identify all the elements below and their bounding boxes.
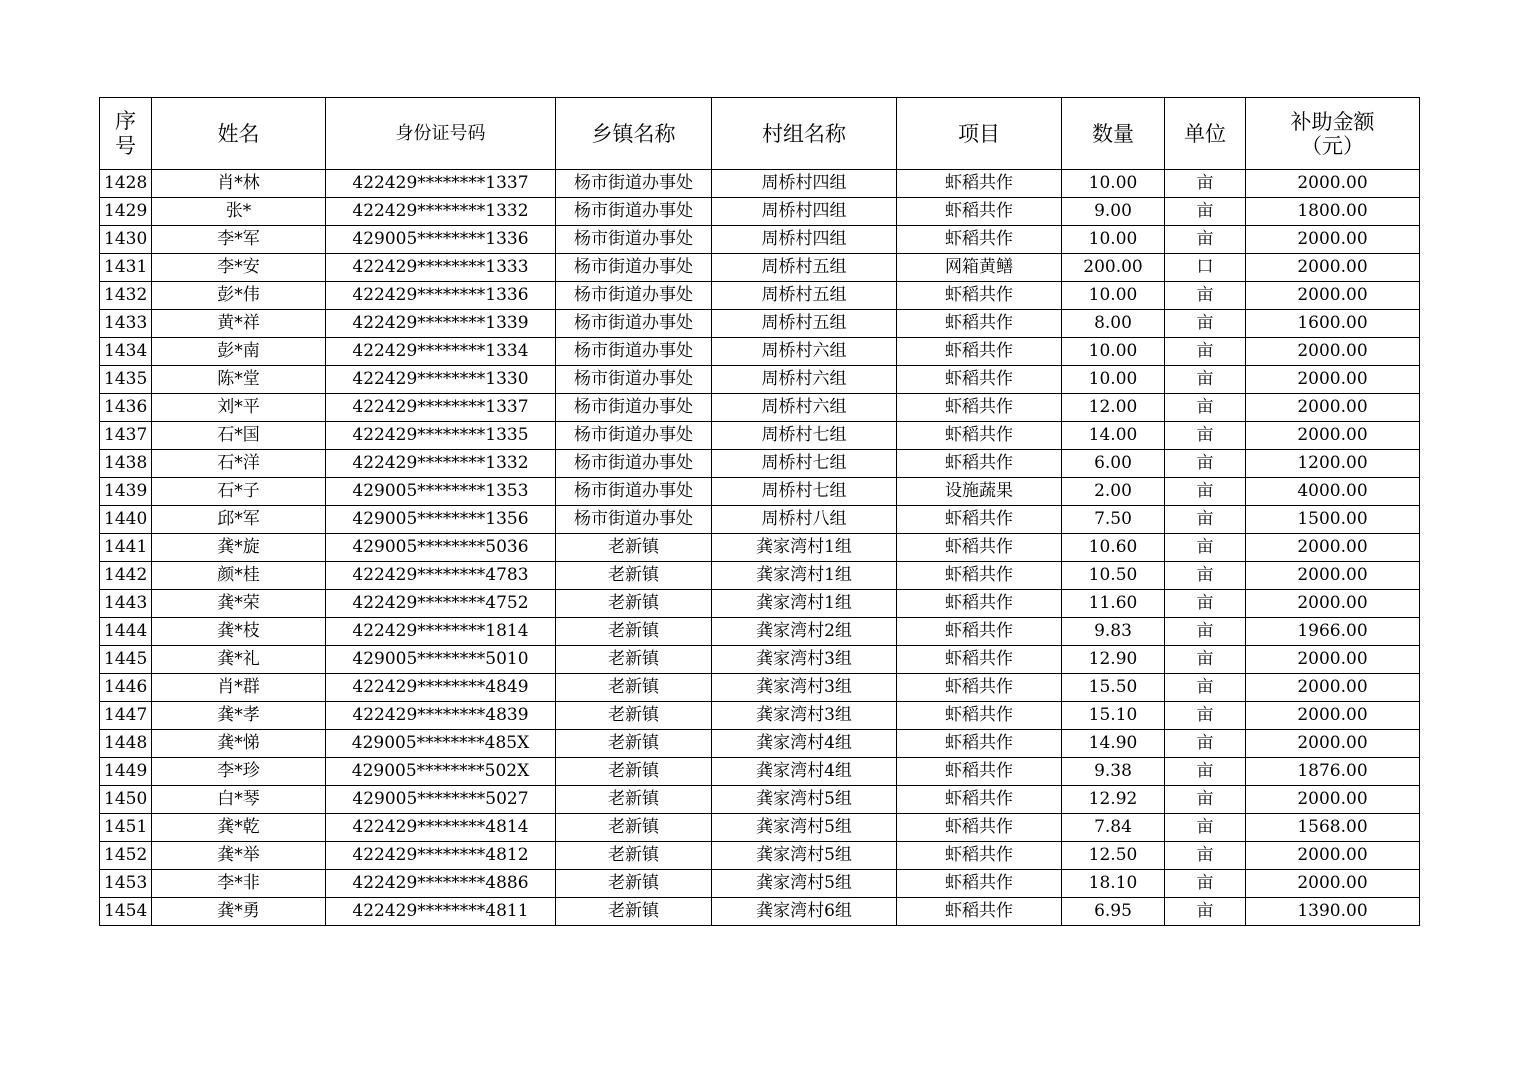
cell-quantity: 11.60 <box>1062 590 1165 618</box>
header-seq-line1: 序 <box>115 108 136 133</box>
cell-seq: 1433 <box>100 310 152 338</box>
cell-seq: 1450 <box>100 786 152 814</box>
cell-quantity: 9.00 <box>1062 198 1165 226</box>
cell-quantity: 9.38 <box>1062 758 1165 786</box>
cell-project: 虾稻共作 <box>897 310 1062 338</box>
cell-name: 石*国 <box>152 422 326 450</box>
cell-seq: 1451 <box>100 814 152 842</box>
cell-id-number: 422429********1332 <box>326 450 556 478</box>
cell-seq: 1432 <box>100 282 152 310</box>
cell-id-number: 422429********1336 <box>326 282 556 310</box>
header-name: 姓名 <box>152 98 326 170</box>
cell-village: 龚家湾村2组 <box>712 618 897 646</box>
cell-id-number: 429005********5036 <box>326 534 556 562</box>
cell-id-number: 422429********4812 <box>326 842 556 870</box>
header-amount-line1: 补助金额 <box>1290 109 1375 134</box>
cell-id-number: 422429********1814 <box>326 618 556 646</box>
cell-name: 龚*悌 <box>152 730 326 758</box>
cell-township: 杨市街道办事处 <box>556 366 712 394</box>
cell-unit: 亩 <box>1165 366 1246 394</box>
header-unit: 单位 <box>1165 98 1246 170</box>
cell-seq: 1438 <box>100 450 152 478</box>
cell-name: 邱*军 <box>152 506 326 534</box>
cell-village: 龚家湾村1组 <box>712 534 897 562</box>
cell-village: 龚家湾村1组 <box>712 590 897 618</box>
cell-unit: 亩 <box>1165 870 1246 898</box>
cell-id-number: 429005********1356 <box>326 506 556 534</box>
table-row <box>100 282 1420 310</box>
cell-amount: 2000.00 <box>1246 254 1420 282</box>
cell-township: 老新镇 <box>556 814 712 842</box>
header-seq <box>100 98 152 170</box>
cell-name: 刘*平 <box>152 394 326 422</box>
cell-unit: 亩 <box>1165 282 1246 310</box>
table-header <box>100 98 1420 170</box>
cell-seq: 1442 <box>100 562 152 590</box>
cell-name: 白*琴 <box>152 786 326 814</box>
cell-village: 龚家湾村5组 <box>712 786 897 814</box>
cell-quantity: 15.50 <box>1062 674 1165 702</box>
cell-amount: 2000.00 <box>1246 394 1420 422</box>
cell-id-number: 422429********4849 <box>326 674 556 702</box>
cell-id-number: 429005********5027 <box>326 786 556 814</box>
cell-village: 周桥村六组 <box>712 394 897 422</box>
cell-seq: 1430 <box>100 226 152 254</box>
cell-amount: 1568.00 <box>1246 814 1420 842</box>
cell-village: 龚家湾村3组 <box>712 674 897 702</box>
cell-village: 龚家湾村3组 <box>712 646 897 674</box>
cell-amount: 2000.00 <box>1246 870 1420 898</box>
cell-amount: 2000.00 <box>1246 338 1420 366</box>
cell-township: 老新镇 <box>556 674 712 702</box>
cell-township: 老新镇 <box>556 618 712 646</box>
cell-unit: 亩 <box>1165 338 1246 366</box>
cell-id-number: 429005********1353 <box>326 478 556 506</box>
table-row <box>100 310 1420 338</box>
cell-id-number: 429005********502X <box>326 758 556 786</box>
header-amount-line2: （元） <box>1301 133 1364 158</box>
cell-unit: 亩 <box>1165 450 1246 478</box>
cell-village: 周桥村六组 <box>712 338 897 366</box>
cell-amount: 2000.00 <box>1246 646 1420 674</box>
table-row <box>100 338 1420 366</box>
cell-quantity: 8.00 <box>1062 310 1165 338</box>
header-amount <box>1246 98 1420 170</box>
cell-id-number: 422429********1339 <box>326 310 556 338</box>
cell-amount: 2000.00 <box>1246 842 1420 870</box>
cell-amount: 2000.00 <box>1246 702 1420 730</box>
table-row <box>100 646 1420 674</box>
cell-township: 杨市街道办事处 <box>556 226 712 254</box>
cell-id-number: 422429********1334 <box>326 338 556 366</box>
header-seq-line2: 号 <box>115 133 136 158</box>
cell-project: 虾稻共作 <box>897 198 1062 226</box>
cell-unit: 口 <box>1165 254 1246 282</box>
table-row <box>100 870 1420 898</box>
cell-village: 周桥村六组 <box>712 366 897 394</box>
cell-amount: 2000.00 <box>1246 562 1420 590</box>
cell-township: 老新镇 <box>556 730 712 758</box>
cell-village: 周桥村七组 <box>712 450 897 478</box>
cell-seq: 1449 <box>100 758 152 786</box>
cell-unit: 亩 <box>1165 898 1246 926</box>
cell-village: 周桥村四组 <box>712 198 897 226</box>
cell-unit: 亩 <box>1165 702 1246 730</box>
table-row <box>100 898 1420 926</box>
table-row <box>100 590 1420 618</box>
cell-seq: 1445 <box>100 646 152 674</box>
cell-unit: 亩 <box>1165 394 1246 422</box>
cell-village: 周桥村五组 <box>712 310 897 338</box>
cell-amount: 2000.00 <box>1246 534 1420 562</box>
table-row <box>100 394 1420 422</box>
cell-project: 虾稻共作 <box>897 534 1062 562</box>
cell-seq: 1434 <box>100 338 152 366</box>
cell-project: 虾稻共作 <box>897 618 1062 646</box>
cell-amount: 2000.00 <box>1246 170 1420 198</box>
cell-unit: 亩 <box>1165 674 1246 702</box>
cell-seq: 1444 <box>100 618 152 646</box>
cell-project: 虾稻共作 <box>897 394 1062 422</box>
cell-village: 周桥村八组 <box>712 506 897 534</box>
cell-quantity: 10.00 <box>1062 282 1165 310</box>
cell-seq: 1441 <box>100 534 152 562</box>
cell-township: 老新镇 <box>556 842 712 870</box>
cell-project: 虾稻共作 <box>897 282 1062 310</box>
cell-unit: 亩 <box>1165 170 1246 198</box>
cell-quantity: 10.00 <box>1062 338 1165 366</box>
cell-township: 老新镇 <box>556 898 712 926</box>
cell-unit: 亩 <box>1165 310 1246 338</box>
table-row <box>100 618 1420 646</box>
cell-id-number: 422429********1335 <box>326 422 556 450</box>
cell-unit: 亩 <box>1165 646 1246 674</box>
cell-village: 龚家湾村5组 <box>712 870 897 898</box>
cell-amount: 1800.00 <box>1246 198 1420 226</box>
cell-seq: 1439 <box>100 478 152 506</box>
table-row <box>100 562 1420 590</box>
cell-name: 龚*乾 <box>152 814 326 842</box>
cell-unit: 亩 <box>1165 730 1246 758</box>
cell-township: 老新镇 <box>556 702 712 730</box>
cell-township: 老新镇 <box>556 786 712 814</box>
cell-seq: 1429 <box>100 198 152 226</box>
cell-unit: 亩 <box>1165 842 1246 870</box>
cell-quantity: 7.50 <box>1062 506 1165 534</box>
cell-id-number: 422429********4814 <box>326 814 556 842</box>
cell-quantity: 12.00 <box>1062 394 1165 422</box>
cell-name: 龚*旋 <box>152 534 326 562</box>
cell-id-number: 422429********4752 <box>326 590 556 618</box>
cell-project: 虾稻共作 <box>897 646 1062 674</box>
cell-village: 周桥村五组 <box>712 254 897 282</box>
cell-quantity: 7.84 <box>1062 814 1165 842</box>
cell-quantity: 12.50 <box>1062 842 1165 870</box>
cell-township: 老新镇 <box>556 534 712 562</box>
cell-township: 杨市街道办事处 <box>556 422 712 450</box>
cell-township: 杨市街道办事处 <box>556 338 712 366</box>
cell-project: 虾稻共作 <box>897 730 1062 758</box>
table-row <box>100 170 1420 198</box>
cell-project: 虾稻共作 <box>897 870 1062 898</box>
cell-name: 颜*桂 <box>152 562 326 590</box>
cell-quantity: 10.00 <box>1062 366 1165 394</box>
cell-name: 李*安 <box>152 254 326 282</box>
cell-quantity: 10.00 <box>1062 170 1165 198</box>
cell-township: 杨市街道办事处 <box>556 170 712 198</box>
cell-seq: 1443 <box>100 590 152 618</box>
cell-quantity: 10.00 <box>1062 226 1165 254</box>
cell-quantity: 15.10 <box>1062 702 1165 730</box>
cell-project: 设施蔬果 <box>897 478 1062 506</box>
cell-unit: 亩 <box>1165 758 1246 786</box>
cell-unit: 亩 <box>1165 534 1246 562</box>
cell-id-number: 422429********1337 <box>326 170 556 198</box>
cell-village: 龚家湾村3组 <box>712 702 897 730</box>
cell-village: 周桥村七组 <box>712 478 897 506</box>
cell-amount: 4000.00 <box>1246 478 1420 506</box>
cell-quantity: 18.10 <box>1062 870 1165 898</box>
cell-id-number: 422429********4811 <box>326 898 556 926</box>
cell-project: 虾稻共作 <box>897 506 1062 534</box>
table-body <box>100 170 1420 926</box>
cell-unit: 亩 <box>1165 562 1246 590</box>
cell-township: 杨市街道办事处 <box>556 310 712 338</box>
cell-project: 虾稻共作 <box>897 758 1062 786</box>
cell-name: 彭*伟 <box>152 282 326 310</box>
cell-unit: 亩 <box>1165 198 1246 226</box>
cell-township: 杨市街道办事处 <box>556 198 712 226</box>
cell-village: 周桥村五组 <box>712 282 897 310</box>
cell-seq: 1435 <box>100 366 152 394</box>
cell-project: 虾稻共作 <box>897 674 1062 702</box>
cell-unit: 亩 <box>1165 618 1246 646</box>
cell-village: 龚家湾村4组 <box>712 758 897 786</box>
cell-township: 老新镇 <box>556 562 712 590</box>
cell-amount: 1500.00 <box>1246 506 1420 534</box>
cell-amount: 2000.00 <box>1246 590 1420 618</box>
cell-quantity: 6.95 <box>1062 898 1165 926</box>
cell-quantity: 12.90 <box>1062 646 1165 674</box>
table-row <box>100 198 1420 226</box>
cell-village: 龚家湾村5组 <box>712 814 897 842</box>
table-row <box>100 758 1420 786</box>
cell-name: 石*洋 <box>152 450 326 478</box>
cell-name: 龚*勇 <box>152 898 326 926</box>
cell-amount: 2000.00 <box>1246 422 1420 450</box>
cell-id-number: 422429********1333 <box>326 254 556 282</box>
cell-township: 杨市街道办事处 <box>556 478 712 506</box>
table-row <box>100 450 1420 478</box>
cell-township: 老新镇 <box>556 590 712 618</box>
cell-project: 虾稻共作 <box>897 562 1062 590</box>
cell-project: 虾稻共作 <box>897 898 1062 926</box>
cell-name: 龚*枝 <box>152 618 326 646</box>
cell-project: 虾稻共作 <box>897 786 1062 814</box>
cell-id-number: 422429********1337 <box>326 394 556 422</box>
cell-project: 虾稻共作 <box>897 170 1062 198</box>
cell-project: 虾稻共作 <box>897 422 1062 450</box>
cell-township: 杨市街道办事处 <box>556 394 712 422</box>
cell-unit: 亩 <box>1165 814 1246 842</box>
cell-township: 杨市街道办事处 <box>556 506 712 534</box>
cell-village: 周桥村七组 <box>712 422 897 450</box>
cell-id-number: 429005********1336 <box>326 226 556 254</box>
cell-seq: 1446 <box>100 674 152 702</box>
table-row <box>100 786 1420 814</box>
cell-village: 龚家湾村5组 <box>712 842 897 870</box>
cell-name: 肖*群 <box>152 674 326 702</box>
header-row <box>100 98 1420 170</box>
cell-name: 龚*荣 <box>152 590 326 618</box>
cell-project: 虾稻共作 <box>897 702 1062 730</box>
cell-id-number: 422429********4839 <box>326 702 556 730</box>
table-row <box>100 506 1420 534</box>
table-row <box>100 226 1420 254</box>
cell-quantity: 9.83 <box>1062 618 1165 646</box>
table-row <box>100 814 1420 842</box>
cell-amount: 2000.00 <box>1246 730 1420 758</box>
cell-name: 李*非 <box>152 870 326 898</box>
table-row <box>100 674 1420 702</box>
cell-name: 李*珍 <box>152 758 326 786</box>
cell-unit: 亩 <box>1165 226 1246 254</box>
cell-quantity: 6.00 <box>1062 450 1165 478</box>
cell-project: 虾稻共作 <box>897 226 1062 254</box>
header-township: 乡镇名称 <box>556 98 712 170</box>
cell-name: 肖*林 <box>152 170 326 198</box>
cell-quantity: 14.00 <box>1062 422 1165 450</box>
cell-township: 杨市街道办事处 <box>556 282 712 310</box>
cell-name: 李*军 <box>152 226 326 254</box>
cell-township: 杨市街道办事处 <box>556 254 712 282</box>
header-village: 村组名称 <box>712 98 897 170</box>
header-id-number: 身份证号码 <box>326 98 556 170</box>
cell-name: 彭*南 <box>152 338 326 366</box>
cell-amount: 2000.00 <box>1246 226 1420 254</box>
cell-quantity: 12.92 <box>1062 786 1165 814</box>
cell-township: 老新镇 <box>556 646 712 674</box>
cell-township: 杨市街道办事处 <box>556 450 712 478</box>
table-row <box>100 534 1420 562</box>
cell-seq: 1454 <box>100 898 152 926</box>
table-row <box>100 702 1420 730</box>
cell-id-number: 422429********4886 <box>326 870 556 898</box>
cell-seq: 1437 <box>100 422 152 450</box>
table-row <box>100 254 1420 282</box>
cell-seq: 1428 <box>100 170 152 198</box>
cell-project: 虾稻共作 <box>897 366 1062 394</box>
cell-amount: 2000.00 <box>1246 674 1420 702</box>
cell-quantity: 2.00 <box>1062 478 1165 506</box>
cell-seq: 1440 <box>100 506 152 534</box>
cell-village: 龚家湾村1组 <box>712 562 897 590</box>
cell-seq: 1453 <box>100 870 152 898</box>
cell-village: 周桥村四组 <box>712 226 897 254</box>
header-quantity: 数量 <box>1062 98 1165 170</box>
cell-name: 陈*堂 <box>152 366 326 394</box>
cell-amount: 2000.00 <box>1246 282 1420 310</box>
cell-quantity: 200.00 <box>1062 254 1165 282</box>
cell-seq: 1431 <box>100 254 152 282</box>
cell-id-number: 422429********4783 <box>326 562 556 590</box>
cell-village: 龚家湾村4组 <box>712 730 897 758</box>
cell-project: 虾稻共作 <box>897 842 1062 870</box>
header-project: 项目 <box>897 98 1062 170</box>
cell-amount: 2000.00 <box>1246 366 1420 394</box>
cell-name: 龚*礼 <box>152 646 326 674</box>
cell-unit: 亩 <box>1165 422 1246 450</box>
cell-project: 虾稻共作 <box>897 450 1062 478</box>
cell-township: 老新镇 <box>556 870 712 898</box>
table-row <box>100 422 1420 450</box>
cell-seq: 1448 <box>100 730 152 758</box>
table-row <box>100 478 1420 506</box>
cell-unit: 亩 <box>1165 478 1246 506</box>
cell-seq: 1436 <box>100 394 152 422</box>
cell-project: 虾稻共作 <box>897 590 1062 618</box>
cell-quantity: 14.90 <box>1062 730 1165 758</box>
cell-id-number: 429005********485X <box>326 730 556 758</box>
cell-amount: 1200.00 <box>1246 450 1420 478</box>
cell-project: 虾稻共作 <box>897 814 1062 842</box>
table-row <box>100 842 1420 870</box>
cell-amount: 1876.00 <box>1246 758 1420 786</box>
cell-unit: 亩 <box>1165 506 1246 534</box>
cell-amount: 2000.00 <box>1246 786 1420 814</box>
cell-id-number: 422429********1330 <box>326 366 556 394</box>
cell-village: 龚家湾村6组 <box>712 898 897 926</box>
cell-amount: 1966.00 <box>1246 618 1420 646</box>
cell-amount: 1600.00 <box>1246 310 1420 338</box>
cell-township: 老新镇 <box>556 758 712 786</box>
cell-village: 周桥村四组 <box>712 170 897 198</box>
cell-unit: 亩 <box>1165 786 1246 814</box>
subsidy-table <box>99 97 1420 926</box>
table-row <box>100 730 1420 758</box>
cell-name: 张* <box>152 198 326 226</box>
cell-quantity: 10.60 <box>1062 534 1165 562</box>
cell-id-number: 429005********5010 <box>326 646 556 674</box>
cell-seq: 1452 <box>100 842 152 870</box>
cell-unit: 亩 <box>1165 590 1246 618</box>
cell-name: 龚*孝 <box>152 702 326 730</box>
cell-amount: 1390.00 <box>1246 898 1420 926</box>
cell-project: 网箱黄鳝 <box>897 254 1062 282</box>
cell-seq: 1447 <box>100 702 152 730</box>
cell-name: 黄*祥 <box>152 310 326 338</box>
table-row <box>100 366 1420 394</box>
cell-id-number: 422429********1332 <box>326 198 556 226</box>
cell-name: 石*子 <box>152 478 326 506</box>
cell-name: 龚*举 <box>152 842 326 870</box>
cell-project: 虾稻共作 <box>897 338 1062 366</box>
cell-quantity: 10.50 <box>1062 562 1165 590</box>
